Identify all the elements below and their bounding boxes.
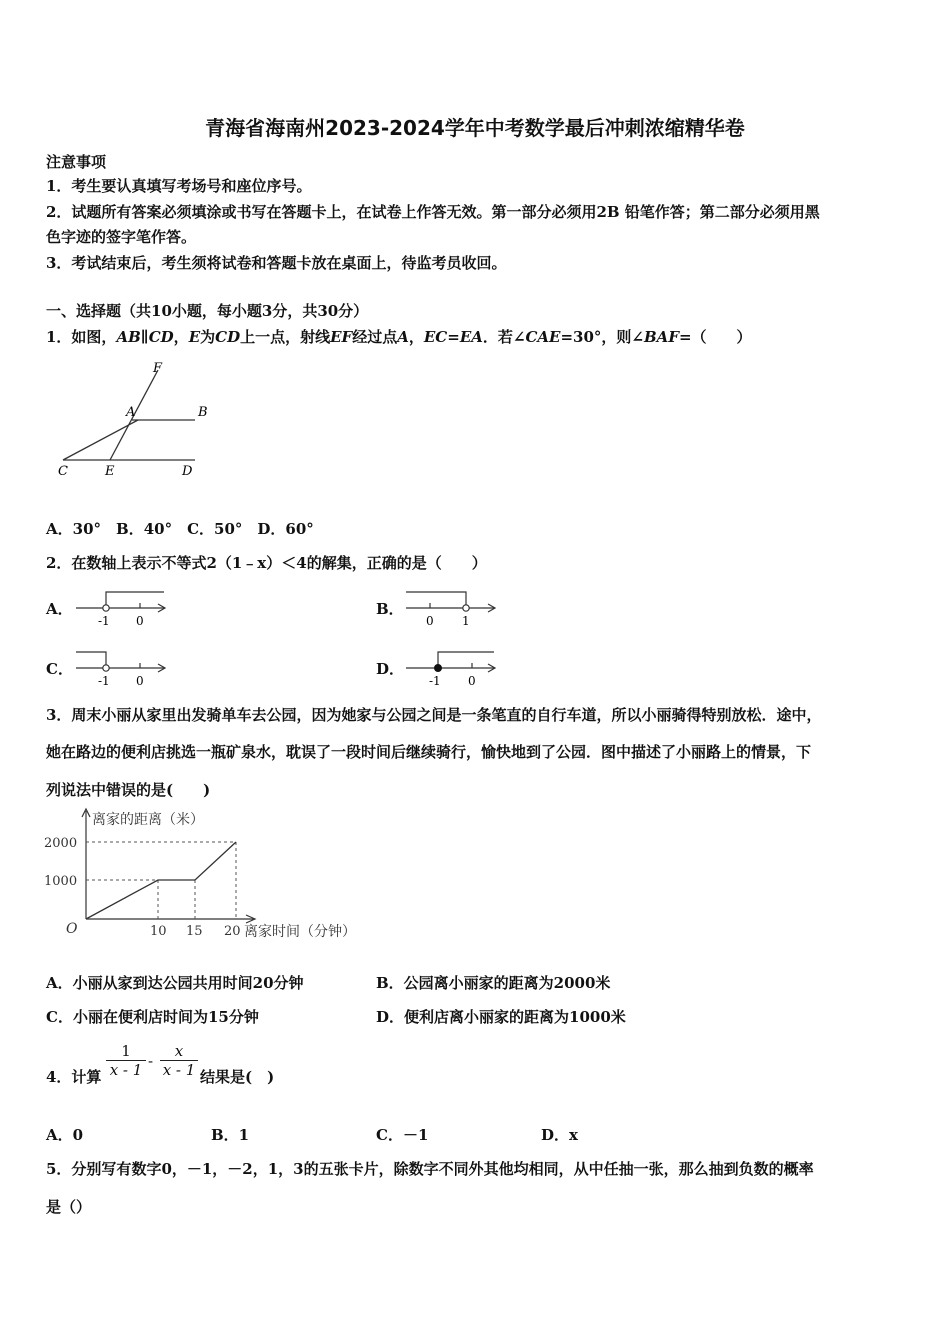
number-line-c [72,648,172,690]
notice-item-2-cont: 色字迹的签字笔作答。 [46,228,197,246]
x-tick-15: 15 [186,924,203,939]
question-3-line-2: 她在路边的便利店挑选一瓶矿泉水，耽误了一段时间后继续骑行，愉快地到了公园．图中描述了小丽路上的情景，下 [46,743,812,761]
label-c: C [58,464,68,479]
option-a-label: A． [46,600,73,618]
question-1-options: A．30° B．40° C．50° D．60° [46,520,314,538]
label-b: B [198,405,208,420]
tick-label: 0 [468,674,476,688]
label-f: F [153,361,163,376]
y-axis-label: 离家的距离（米） [92,812,204,828]
x-axis-label: 离家时间（分钟） [244,924,356,940]
question-4-option-b: B．1 [211,1126,250,1144]
page-title: 青海省海南州2023-2024学年中考数学最后冲刺浓缩精华卷 [205,116,745,140]
question-5-line-2: 是（） [46,1198,92,1216]
number-line-b [402,588,502,630]
open-point [103,665,109,671]
notice-heading: 注意事项 [46,153,107,171]
question-3-line-3: 列说法中错误的是( ) [46,781,211,799]
label-e: E [105,464,115,479]
question-2-text: 2．在数轴上表示不等式2（1﹣x）＜4的解集，正确的是（ ） [46,554,487,572]
label-d: D [182,464,193,479]
question-4-prefix: 4．计算 [46,1068,102,1086]
fraction-1: $\frac{1}{x - 1}$ [106,1042,146,1079]
question-3-option-a: A．小丽从家到达公园共用时间20分钟 [46,974,304,992]
closed-point [435,665,442,672]
question-4-option-a: A．0 [46,1126,84,1144]
x-tick-20: 20 [224,924,241,939]
distance-line [86,842,236,919]
open-point [463,605,469,611]
option-c-label: C． [46,660,73,678]
fraction-2: $\frac{x}{x - 1}$ [160,1042,198,1079]
tick-label: -1 [98,614,110,628]
tick-label: 0 [136,614,144,628]
option-d-label: D． [376,660,405,678]
question-3-option-c: C．小丽在便利店时间为15分钟 [46,1008,259,1026]
tick-label: -1 [429,674,441,688]
number-line-a [72,588,172,630]
question-4-option-d: D．x [541,1126,578,1144]
question-3-option-b: B．公园离小丽家的距离为2000米 [376,974,611,992]
question-3-option-d: D．便利店离小丽家的距离为1000米 [376,1008,626,1026]
tick-label: 0 [426,614,434,628]
tick-label: 1 [462,614,470,628]
question-1-figure [50,358,230,483]
notice-item-1: 1．考生要认真填写考场号和座位序号。 [46,177,312,195]
question-3-line-1: 3．周末小丽从家里出发骑单车去公园，因为她家与公园之间是一条笔直的自行车道，所以小丽骑得特别放松．途中， [46,706,822,724]
tick-label: 0 [136,674,144,688]
origin-label: O [66,921,78,937]
y-tick-2000: 2000 [44,836,78,851]
section-heading: 一、选择题（共10小题，每小题3分，共30分） [46,302,369,320]
question-1-text: 1．如图，AB∥CD，E为CD上一点，射线EF经过点A，EC=EA．若∠CAE=30°，则∠BAF=（ ） [46,328,752,346]
open-point [103,605,109,611]
segment-ca [63,420,138,460]
distance-time-chart [40,805,385,945]
label-a: A [126,405,136,420]
option-b-label: B． [376,600,404,618]
question-4-option-c: C．－1 [376,1126,429,1144]
number-line-d [402,648,502,690]
x-tick-10: 10 [150,924,167,939]
tick-label: -1 [98,674,110,688]
question-4-suffix: 结果是( ) [200,1068,275,1086]
notice-item-3: 3．考试结束后，考生须将试卷和答题卡放在桌面上，待监考员收回。 [46,254,507,272]
y-tick-1000: 1000 [44,874,78,889]
minus-sign: - [148,1052,154,1070]
notice-item-2: 2．试题所有答案必须填涂或书写在答题卡上，在试卷上作答无效。第一部分必须用2B 铅笔作答；第二部分必须用黑 [46,203,820,221]
question-5-line-1: 5．分别写有数字0，－1，－2，1，3的五张卡片，除数字不同外其他均相同，从中任抽一张，那么抽到负数的概率 [46,1160,814,1178]
